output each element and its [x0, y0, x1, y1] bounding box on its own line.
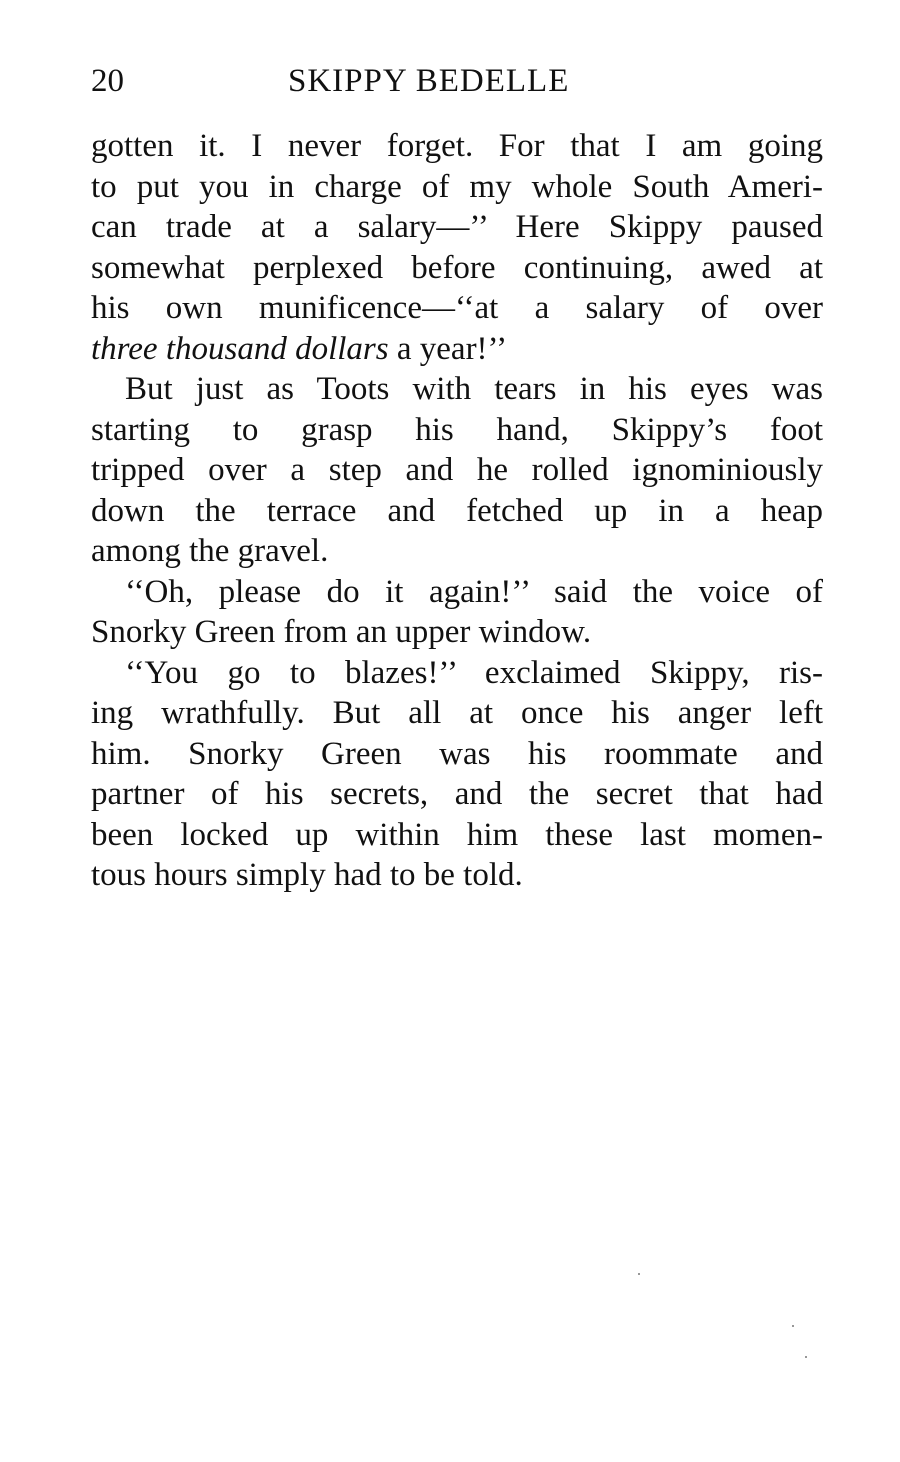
text-line: him. Snorky Green was his roommate and [91, 735, 823, 772]
scan-speck [805, 1356, 807, 1358]
running-head [91, 58, 823, 104]
paragraph-first-line: ‘‘Oh, please do it again!’’ said the voice of [125, 573, 823, 610]
scan-speck [792, 1325, 794, 1327]
text-line: among the gravel. [91, 533, 329, 569]
paragraph-first-line: But just as Toots with tears in his eyes was [125, 371, 823, 407]
text-line: partner of his secrets, and the secret that had [91, 776, 823, 812]
italic-phrase: three thousand dollars [91, 330, 389, 367]
text-line: down the terrace and fetched up in a heap [91, 492, 823, 529]
text-line [91, 329, 823, 370]
text-line: Snorky Green from an upper window. [91, 614, 592, 650]
text-line: been locked up within him these last momen- [91, 816, 823, 853]
text-line: tripped over a step and he rolled ignominiously [91, 452, 823, 488]
page-number: 20 [91, 63, 124, 99]
text-line: somewhat perplexed before continuing, awed at [91, 249, 823, 286]
text-line: gotten it. I never forget. For that I am going [91, 128, 823, 164]
paragraph-first-line: ‘‘You go to blazes!’’ exclaimed Skippy, ris- [125, 654, 823, 691]
text-line: ing wrathfully. But all at once his anger left [91, 695, 823, 731]
text-line: starting to grasp his hand, Skippy’s foot [91, 411, 823, 448]
text-line: his own munificence—‘‘at a salary of over [91, 290, 823, 326]
text-line: tous hours simply had to be told. [91, 857, 523, 893]
text-line-rest: a year!’’ [388, 330, 508, 367]
running-title: SKIPPY BEDELLE [288, 63, 570, 99]
scan-speck [638, 1273, 640, 1275]
text-line: to put you in charge of my whole South Ameri- [91, 168, 823, 205]
body-text [91, 126, 823, 896]
text-line: can trade at a salary—’’ Here Skippy paused [91, 209, 823, 245]
